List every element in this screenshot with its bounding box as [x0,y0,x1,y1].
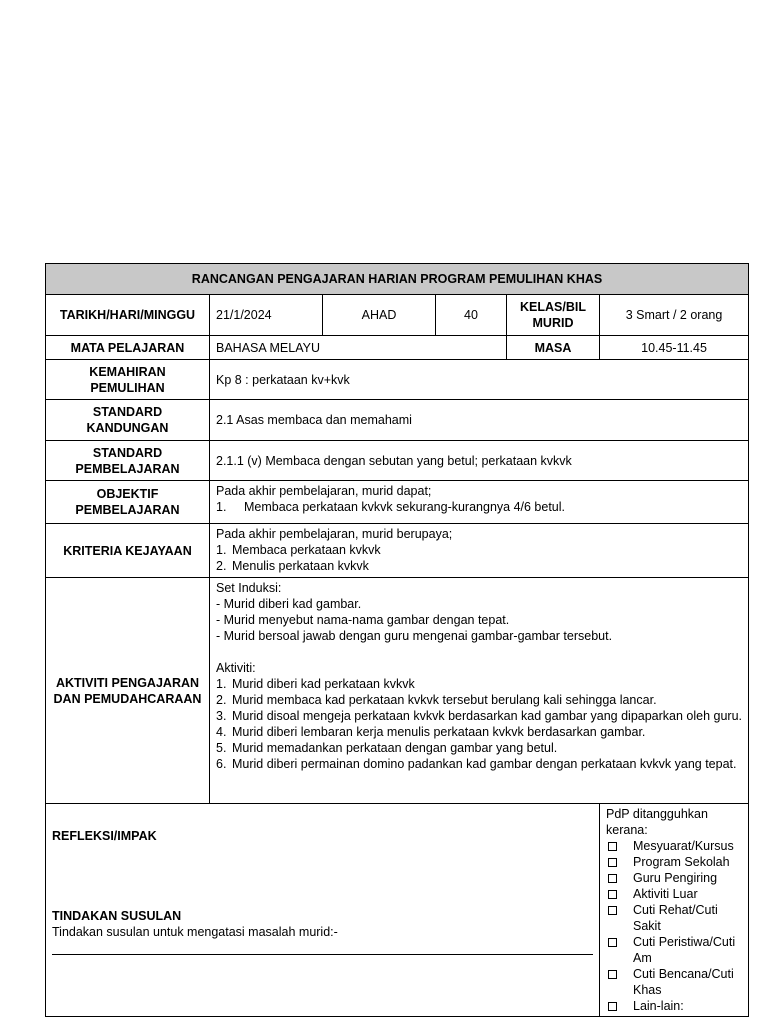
mata-pelajaran-value: BAHASA MELAYU [210,336,507,360]
kemahiran-label: KEMAHIRAN PEMULIHAN [46,360,210,400]
pdp-option[interactable]: Lain-lain: [606,998,742,1014]
list-item: 3. Murid disoal mengeja perkataan kvkvk berdasarkan kad gambar yang dipaparkan oleh guru. [216,709,743,723]
masa-value: 10.45-11.45 [600,336,749,360]
kriteria-cell [210,524,749,578]
list-item: 2. Murid membaca kad perkataan kvkvk tersebut berulang kali sehingga lancar. [216,693,657,707]
objektif-cell [210,481,749,524]
checkbox[interactable] [608,1002,617,1011]
pdp-option[interactable]: Cuti Bencana/Cuti Khas [606,966,742,998]
aktiviti-cell [210,578,749,804]
mata-pelajaran-label: MATA PELAJARAN [46,336,210,360]
kemahiran-value: Kp 8 : perkataan kv+kvk [210,360,749,400]
kelas-label: KELAS/BIL MURID [507,295,600,336]
aktiviti-label: AKTIVITI PENGAJARAN DAN PEMUDAHCARAAN [46,578,210,804]
aktiviti-title: Aktiviti: [216,661,256,675]
standard-pembelajaran-label: STANDARD PEMBELAJARAN [46,441,210,481]
aktiviti-list [216,676,742,772]
rph-table [45,263,749,1017]
list-item: 2. Menulis perkataan kvkvk [216,559,369,573]
objektif-label: OBJEKTIF PEMBELAJARAN [46,481,210,524]
objektif-intro: Pada akhir pembelajaran, murid dapat; [216,484,432,498]
standard-kandungan-label: STANDARD KANDUNGAN [46,400,210,441]
checkbox[interactable] [608,842,617,851]
page-title: RANCANGAN PENGAJARAN HARIAN PROGRAM PEMULIHAN KHAS [46,264,749,295]
pdp-option[interactable]: Cuti Peristiwa/Cuti Am [606,934,742,966]
list-item: 1. Membaca perkataan kvkvk sekurang-kurangnya 4/6 betul. [216,500,566,514]
refleksi-cell [46,804,600,1017]
list-item: - Murid menyebut nama-nama gambar dengan tepat. [216,613,510,627]
refleksi-label: REFLEKSI/IMPAK [52,829,157,843]
tarikh-label: TARIKH/HARI/MINGGU [46,295,210,336]
tindakan-label: TINDAKAN SUSULAN [52,909,182,923]
standard-kandungan-value: 2.1 Asas membaca dan memahami [210,400,749,441]
list-item: - Murid diberi kad gambar. [216,597,362,611]
list-item: 6. Murid diberi permainan domino padankan kad gambar dengan perkataan kvkvk yang tepat. [216,757,737,771]
checkbox[interactable] [608,890,617,899]
pdp-option[interactable]: Mesyuarat/Kursus [606,838,742,854]
kelas-value: 3 Smart / 2 orang [600,295,749,336]
checkbox[interactable] [608,938,617,947]
checkbox[interactable] [608,906,617,915]
list-item: 5. Murid memadankan perkataan dengan gambar yang betul. [216,741,558,755]
kriteria-intro: Pada akhir pembelajaran, murid berupaya; [216,527,453,541]
pdp-checklist [606,838,742,1014]
checkbox[interactable] [608,858,617,867]
list-item: 4. Murid diberi lembaran kerja menulis perkataan kvkvk berdasarkan gambar. [216,725,646,739]
induksi-title: Set Induksi: [216,581,282,595]
pdp-option[interactable]: Aktiviti Luar [606,886,742,902]
tindakan-text: Tindakan susulan untuk mengatasi masalah murid:- [52,925,338,939]
tindakan-answer-line[interactable] [52,954,593,955]
tarikh-date: 21/1/2024 [210,295,323,336]
checkbox[interactable] [608,874,617,883]
list-item: 1. Murid diberi kad perkataan kvkvk [216,677,415,691]
tarikh-day: AHAD [323,295,436,336]
pdp-cell [600,804,749,1017]
masa-label: MASA [507,336,600,360]
pdp-option[interactable]: Program Sekolah [606,854,742,870]
kriteria-label: KRITERIA KEJAYAAN [46,524,210,578]
kriteria-list [216,542,742,574]
objektif-list [216,499,742,515]
list-item: - Murid bersoal jawab dengan guru mengenai gambar-gambar tersebut. [216,629,613,643]
checkbox[interactable] [608,970,617,979]
standard-pembelajaran-value: 2.1.1 (v) Membaca dengan sebutan yang betul; perkataan kvkvk [210,441,749,481]
tarikh-week: 40 [436,295,507,336]
pdp-option[interactable]: Guru Pengiring [606,870,742,886]
pdp-option[interactable]: Cuti Rehat/Cuti Sakit [606,902,742,934]
pdp-title: PdP ditangguhkan kerana: [606,807,708,837]
list-item: 1. Membaca perkataan kvkvk [216,543,381,557]
